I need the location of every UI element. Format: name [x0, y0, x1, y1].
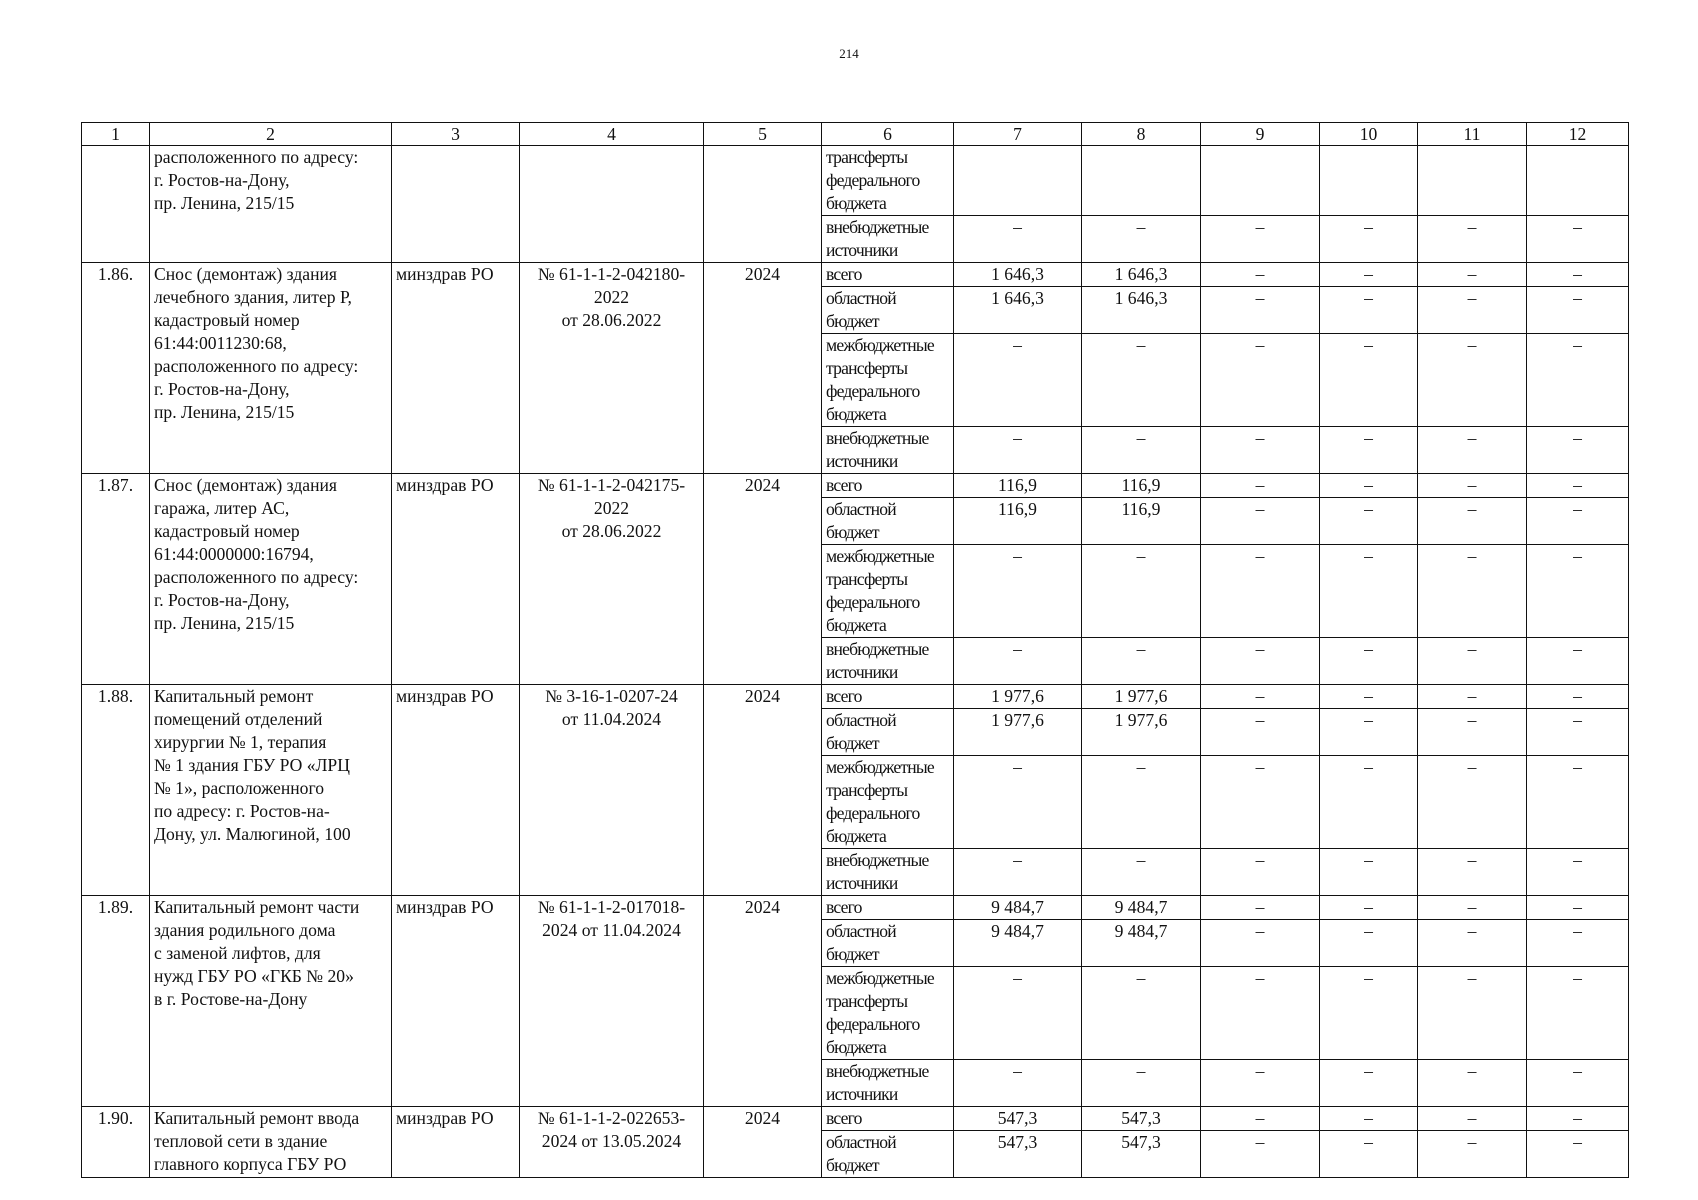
- funding-source: межбюджетные трансферты федерального бюджета: [822, 334, 954, 427]
- funding-source: всего: [822, 685, 954, 709]
- entry-number: 1.88.: [82, 685, 150, 896]
- entry-customer: минздрав РО: [392, 263, 520, 474]
- funding-source: областной бюджет: [822, 1131, 954, 1178]
- table-row: [82, 1107, 1629, 1131]
- value-cell: –: [1082, 1060, 1201, 1107]
- funding-source: всего: [822, 896, 954, 920]
- column-header: 10: [1320, 123, 1418, 146]
- value-cell: 547,3: [1082, 1107, 1201, 1131]
- value-cell: 9 484,7: [1082, 920, 1201, 967]
- funding-source: всего: [822, 1107, 954, 1131]
- value-cell: –: [954, 967, 1082, 1060]
- entry-customer: минздрав РО: [392, 474, 520, 685]
- entry-description: Капитальный ремонт части здания родильного дома с заменой лифтов, для нужд ГБУ РО «ГКБ № 20» в г. Ростове-на-Дону: [150, 896, 392, 1107]
- value-cell: 1 646,3: [954, 287, 1082, 334]
- value-cell: 116,9: [954, 498, 1082, 545]
- value-cell: –: [1320, 427, 1418, 474]
- column-header: 9: [1201, 123, 1320, 146]
- value-cell: –: [1320, 756, 1418, 849]
- value-cell: –: [1320, 896, 1418, 920]
- entry-customer: [392, 146, 520, 263]
- value-cell: –: [1320, 474, 1418, 498]
- value-cell: –: [1201, 263, 1320, 287]
- value-cell: –: [1082, 638, 1201, 685]
- column-header: 8: [1082, 123, 1201, 146]
- value-cell: –: [1320, 967, 1418, 1060]
- funding-source: областной бюджет: [822, 709, 954, 756]
- entry-document: № 61-1-1-2-017018- 2024 от 11.04.2024: [520, 896, 704, 1107]
- value-cell: –: [954, 1060, 1082, 1107]
- value-cell: –: [1527, 849, 1629, 896]
- value-cell: –: [1418, 427, 1527, 474]
- value-cell: 547,3: [1082, 1131, 1201, 1178]
- value-cell: –: [954, 427, 1082, 474]
- program-table: [81, 122, 1629, 1178]
- value-cell: –: [1418, 334, 1527, 427]
- column-header: 12: [1527, 123, 1629, 146]
- value-cell: –: [1418, 685, 1527, 709]
- value-cell: 1 977,6: [1082, 709, 1201, 756]
- value-cell: –: [1418, 896, 1527, 920]
- value-cell: [1201, 146, 1320, 216]
- value-cell: –: [1320, 287, 1418, 334]
- value-cell: –: [1418, 1060, 1527, 1107]
- value-cell: –: [1201, 709, 1320, 756]
- column-header: 5: [704, 123, 822, 146]
- value-cell: 116,9: [1082, 474, 1201, 498]
- value-cell: –: [1201, 920, 1320, 967]
- value-cell: 116,9: [954, 474, 1082, 498]
- value-cell: –: [1082, 756, 1201, 849]
- value-cell: [954, 146, 1082, 216]
- value-cell: –: [1201, 638, 1320, 685]
- column-header: 1: [82, 123, 150, 146]
- value-cell: 1 646,3: [954, 263, 1082, 287]
- header-row: [82, 123, 1629, 146]
- value-cell: –: [1082, 849, 1201, 896]
- value-cell: –: [1320, 849, 1418, 896]
- entry-document: [520, 146, 704, 263]
- value-cell: –: [1201, 498, 1320, 545]
- value-cell: –: [1201, 334, 1320, 427]
- value-cell: [1527, 146, 1629, 216]
- entry-year: [704, 146, 822, 263]
- value-cell: 1 977,6: [954, 709, 1082, 756]
- value-cell: –: [954, 545, 1082, 638]
- value-cell: 547,3: [954, 1131, 1082, 1178]
- value-cell: –: [1527, 474, 1629, 498]
- funding-source: всего: [822, 474, 954, 498]
- value-cell: –: [1418, 1131, 1527, 1178]
- value-cell: –: [1320, 638, 1418, 685]
- value-cell: –: [1201, 1131, 1320, 1178]
- value-cell: –: [1418, 967, 1527, 1060]
- value-cell: –: [1418, 474, 1527, 498]
- entry-description: Капитальный ремонт ввода тепловой сети в здание главного корпуса ГБУ РО: [150, 1107, 392, 1178]
- value-cell: –: [1082, 967, 1201, 1060]
- entry-year: 2024: [704, 896, 822, 1107]
- value-cell: –: [1418, 920, 1527, 967]
- funding-source: межбюджетные трансферты федерального бюджета: [822, 967, 954, 1060]
- column-header: 6: [822, 123, 954, 146]
- funding-source: внебюджетные источники: [822, 216, 954, 263]
- entry-year: 2024: [704, 1107, 822, 1178]
- value-cell: –: [1527, 498, 1629, 545]
- value-cell: –: [1527, 967, 1629, 1060]
- value-cell: –: [1201, 756, 1320, 849]
- entry-description: Капитальный ремонт помещений отделений хирургии № 1, терапия № 1 здания ГБУ РО «ЛРЦ № 1», расположенного по адресу: г. Ростов-на- Дону, ул. Малюгиной, 100: [150, 685, 392, 896]
- column-header: 7: [954, 123, 1082, 146]
- entry-number: 1.87.: [82, 474, 150, 685]
- value-cell: –: [1201, 216, 1320, 263]
- entry-document: № 3-16-1-0207-24 от 11.04.2024: [520, 685, 704, 896]
- value-cell: –: [1527, 216, 1629, 263]
- column-header: 4: [520, 123, 704, 146]
- value-cell: –: [1320, 263, 1418, 287]
- table-header: [82, 123, 1629, 146]
- value-cell: –: [1527, 1060, 1629, 1107]
- entry-number: [82, 146, 150, 263]
- value-cell: –: [954, 638, 1082, 685]
- value-cell: –: [1527, 545, 1629, 638]
- funding-source: областной бюджет: [822, 287, 954, 334]
- value-cell: –: [1527, 920, 1629, 967]
- funding-source: областной бюджет: [822, 920, 954, 967]
- table-body: [82, 146, 1629, 1178]
- value-cell: –: [954, 334, 1082, 427]
- entry-year: 2024: [704, 685, 822, 896]
- value-cell: –: [1320, 498, 1418, 545]
- value-cell: –: [1418, 638, 1527, 685]
- value-cell: –: [1418, 849, 1527, 896]
- value-cell: 1 646,3: [1082, 287, 1201, 334]
- table-row: [82, 146, 1629, 216]
- value-cell: –: [1418, 287, 1527, 334]
- value-cell: –: [1201, 1060, 1320, 1107]
- entry-description: расположенного по адресу: г. Ростов-на-Дону, пр. Ленина, 215/15: [150, 146, 392, 263]
- table-row: [82, 896, 1629, 920]
- entry-document: № 61-1-1-2-042180- 2022 от 28.06.2022: [520, 263, 704, 474]
- value-cell: –: [1418, 498, 1527, 545]
- entry-number: 1.86.: [82, 263, 150, 474]
- value-cell: –: [1201, 427, 1320, 474]
- value-cell: –: [1320, 545, 1418, 638]
- entry-year: 2024: [704, 263, 822, 474]
- value-cell: –: [1527, 287, 1629, 334]
- value-cell: –: [1201, 287, 1320, 334]
- value-cell: –: [1527, 334, 1629, 427]
- value-cell: [1320, 146, 1418, 216]
- value-cell: –: [1082, 216, 1201, 263]
- entry-document: № 61-1-1-2-022653- 2024 от 13.05.2024: [520, 1107, 704, 1178]
- value-cell: –: [1418, 1107, 1527, 1131]
- value-cell: –: [1320, 685, 1418, 709]
- value-cell: –: [1418, 263, 1527, 287]
- funding-source: всего: [822, 263, 954, 287]
- value-cell: –: [954, 216, 1082, 263]
- table-row: [82, 474, 1629, 498]
- funding-source: внебюджетные источники: [822, 1060, 954, 1107]
- column-header: 3: [392, 123, 520, 146]
- value-cell: –: [1082, 334, 1201, 427]
- column-header: 2: [150, 123, 392, 146]
- value-cell: –: [1527, 756, 1629, 849]
- column-header: 11: [1418, 123, 1527, 146]
- value-cell: –: [1201, 849, 1320, 896]
- entry-customer: минздрав РО: [392, 896, 520, 1107]
- value-cell: –: [1418, 545, 1527, 638]
- value-cell: 1 646,3: [1082, 263, 1201, 287]
- value-cell: –: [1527, 709, 1629, 756]
- value-cell: –: [1201, 545, 1320, 638]
- value-cell: –: [1320, 334, 1418, 427]
- value-cell: –: [1201, 896, 1320, 920]
- value-cell: [1082, 146, 1201, 216]
- funding-source: внебюджетные источники: [822, 638, 954, 685]
- page-number: 214: [839, 46, 859, 61]
- entry-description: Снос (демонтаж) здания лечебного здания, литер Р, кадастровый номер 61:44:0011230:68, расположенного по адресу: г. Ростов-на-Дону, пр. Ленина, 215/15: [150, 263, 392, 474]
- entry-number: 1.89.: [82, 896, 150, 1107]
- funding-source: межбюджетные трансферты федерального бюджета: [822, 756, 954, 849]
- table-row: [82, 685, 1629, 709]
- entry-year: 2024: [704, 474, 822, 685]
- funding-source: областной бюджет: [822, 498, 954, 545]
- value-cell: 116,9: [1082, 498, 1201, 545]
- value-cell: –: [954, 756, 1082, 849]
- entry-description: Снос (демонтаж) здания гаража, литер АС, кадастровый номер 61:44:0000000:16794, расположенного по адресу: г. Ростов-на-Дону, пр. Ленина, 215/15: [150, 474, 392, 685]
- value-cell: –: [1320, 1131, 1418, 1178]
- value-cell: –: [1201, 1107, 1320, 1131]
- value-cell: –: [1082, 427, 1201, 474]
- funding-source: межбюджетные трансферты федерального бюджета: [822, 545, 954, 638]
- funding-source: трансферты федерального бюджета: [822, 146, 954, 216]
- value-cell: –: [1527, 685, 1629, 709]
- value-cell: –: [1418, 709, 1527, 756]
- value-cell: –: [1418, 756, 1527, 849]
- value-cell: 1 977,6: [954, 685, 1082, 709]
- value-cell: –: [1320, 216, 1418, 263]
- value-cell: –: [1527, 896, 1629, 920]
- value-cell: –: [1320, 920, 1418, 967]
- value-cell: –: [1527, 1107, 1629, 1131]
- value-cell: –: [1201, 685, 1320, 709]
- value-cell: 1 977,6: [1082, 685, 1201, 709]
- value-cell: –: [1527, 1131, 1629, 1178]
- value-cell: [1418, 146, 1527, 216]
- entry-document: № 61-1-1-2-042175- 2022 от 28.06.2022: [520, 474, 704, 685]
- value-cell: –: [1201, 474, 1320, 498]
- value-cell: –: [1527, 427, 1629, 474]
- value-cell: –: [1320, 709, 1418, 756]
- entry-customer: минздрав РО: [392, 685, 520, 896]
- value-cell: –: [1201, 967, 1320, 1060]
- value-cell: –: [1082, 545, 1201, 638]
- value-cell: –: [1320, 1060, 1418, 1107]
- funding-source: внебюджетные источники: [822, 427, 954, 474]
- value-cell: –: [954, 849, 1082, 896]
- value-cell: –: [1418, 216, 1527, 263]
- value-cell: –: [1320, 1107, 1418, 1131]
- table-row: [82, 263, 1629, 287]
- funding-source: внебюджетные источники: [822, 849, 954, 896]
- value-cell: 9 484,7: [954, 896, 1082, 920]
- entry-customer: минздрав РО: [392, 1107, 520, 1178]
- value-cell: 9 484,7: [1082, 896, 1201, 920]
- value-cell: –: [1527, 638, 1629, 685]
- value-cell: –: [1527, 263, 1629, 287]
- value-cell: 9 484,7: [954, 920, 1082, 967]
- entry-number: 1.90.: [82, 1107, 150, 1178]
- value-cell: 547,3: [954, 1107, 1082, 1131]
